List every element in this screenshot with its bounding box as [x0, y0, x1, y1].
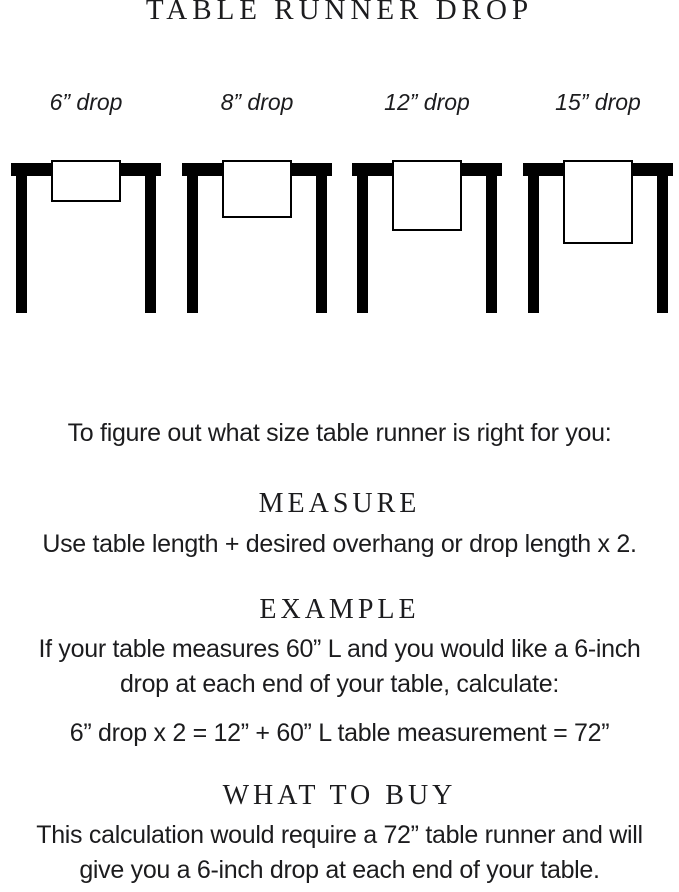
runner-drop-label-12: 12” drop	[384, 89, 470, 115]
table-runner	[51, 160, 121, 202]
table-leg-right	[145, 176, 156, 313]
what-to-buy-heading: WHAT TO BUY	[222, 780, 457, 811]
what-to-buy-line-2: give you a 6-inch drop at each end of your table.	[79, 856, 600, 884]
runner-drop-label-8: 8” drop	[220, 89, 294, 115]
table-figure-6in-drop	[11, 160, 161, 314]
what-to-buy-line-1: This calculation would require a 72” table runner and will	[36, 821, 643, 849]
table-runner	[222, 160, 292, 218]
example-body	[0, 632, 679, 702]
table-runner	[392, 160, 462, 231]
page-title: TABLE RUNNER DROP	[145, 0, 534, 26]
measure-body: Use table length + desired overhang or drop length x 2.	[42, 530, 637, 558]
table-leg-right	[486, 176, 497, 313]
table-leg-left	[528, 176, 539, 313]
table-leg-left	[16, 176, 27, 313]
table-figure-8in-drop	[182, 160, 332, 314]
intro-text: To figure out what size table runner is right for you:	[67, 419, 612, 447]
table-leg-right	[316, 176, 327, 313]
runner-drop-label-15: 15” drop	[555, 89, 641, 115]
runner-drop-label-6: 6” drop	[49, 89, 123, 115]
table-leg-left	[187, 176, 198, 313]
example-formula: 6” drop x 2 = 12” + 60” L table measurement = 72”	[69, 719, 610, 747]
table-leg-left	[357, 176, 368, 313]
table-runner	[563, 160, 633, 244]
what-to-buy-body	[0, 818, 679, 888]
table-figure-15in-drop	[523, 160, 673, 314]
table-leg-right	[657, 176, 668, 313]
measure-heading: MEASURE	[258, 488, 421, 519]
example-heading: EXAMPLE	[259, 594, 420, 625]
table-figure-12in-drop	[352, 160, 502, 314]
example-line-2: drop at each end of your table, calculate:	[119, 670, 560, 698]
example-line-1: If your table measures 60” L and you would like a 6-inch	[38, 635, 641, 663]
